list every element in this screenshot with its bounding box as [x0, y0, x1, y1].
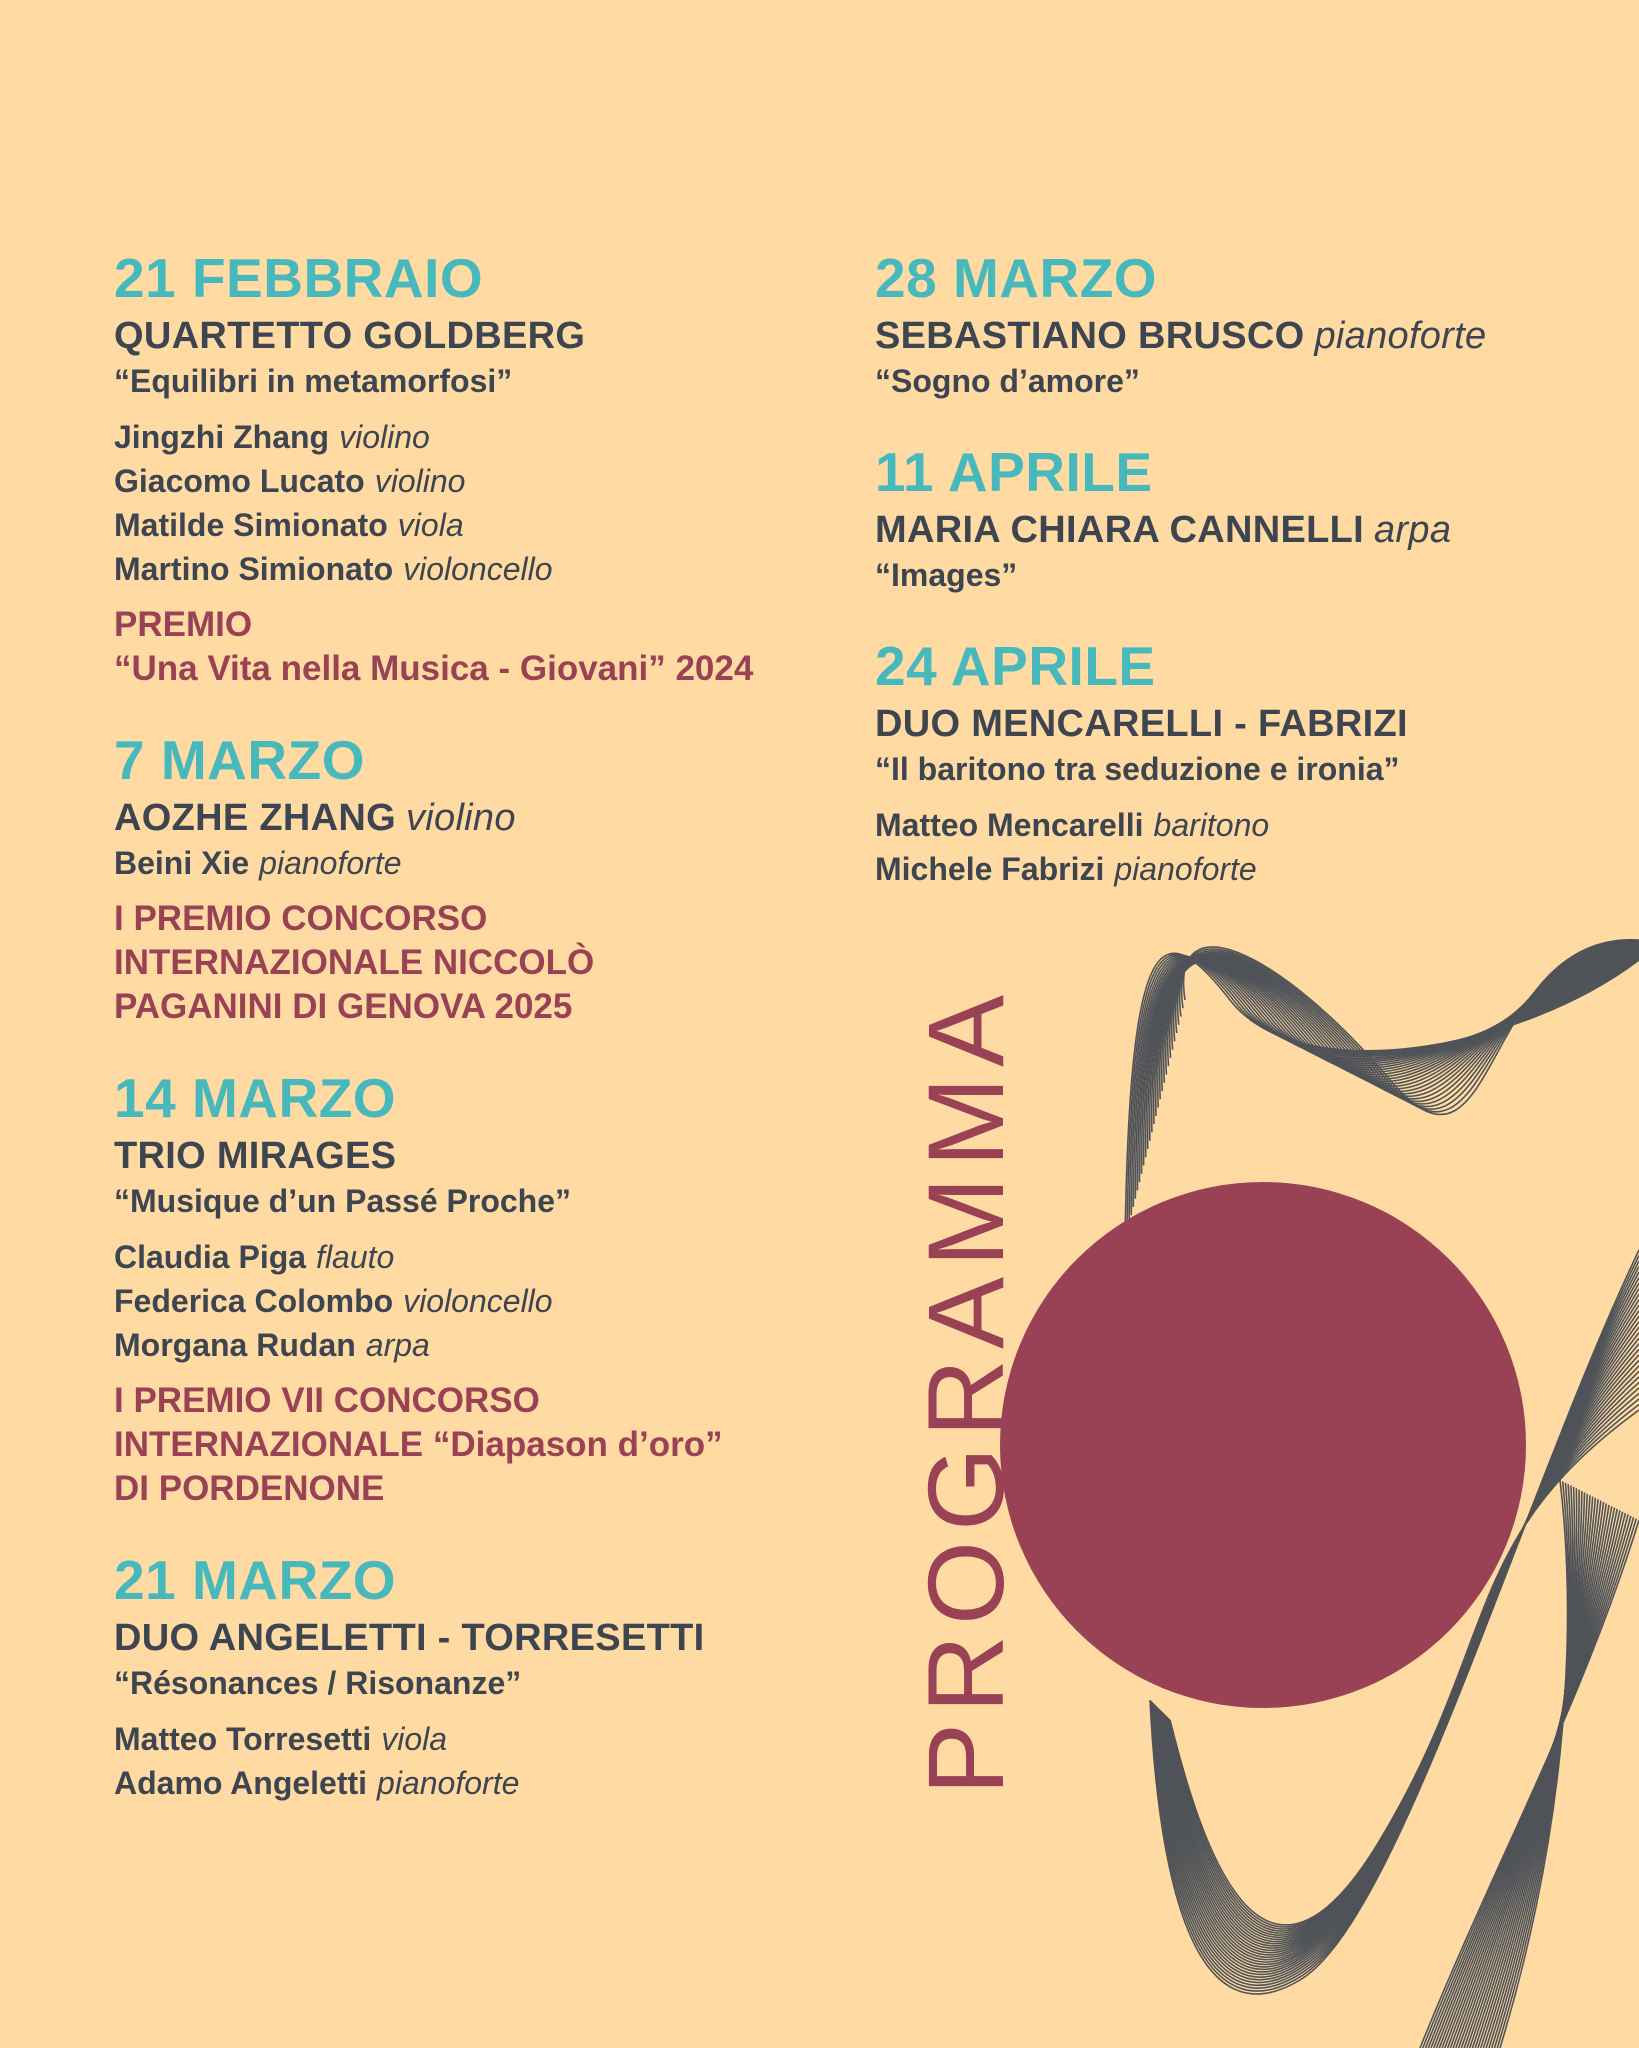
performer-name: Michele Fabrizi	[875, 851, 1105, 887]
performer	[114, 459, 834, 503]
performer-instrument: viola	[397, 507, 464, 543]
performer-name: Giacomo Lucato	[114, 463, 365, 499]
performer	[114, 547, 834, 591]
event-block	[114, 245, 834, 691]
event-date: 7 MARZO	[114, 729, 365, 791]
event-block	[875, 245, 1615, 403]
prize-line: I PREMIO CONCORSO	[114, 899, 488, 938]
performer-instrument: viola	[381, 1721, 448, 1757]
performer-instrument: flauto	[316, 1239, 395, 1275]
performer-instrument: pianoforte	[259, 845, 402, 881]
performer-instrument: violino	[339, 419, 430, 455]
prize-line: INTERNAZIONALE “Diapason d’oro”	[114, 1425, 723, 1464]
event-prize	[114, 897, 834, 1029]
event-block	[875, 439, 1615, 597]
event-date: 21 MARZO	[114, 1549, 397, 1611]
performer	[114, 1235, 834, 1279]
performer-name: Matteo Mencarelli	[875, 807, 1144, 843]
performer-name: Jingzhi Zhang	[114, 419, 330, 455]
performer	[114, 1761, 834, 1805]
performer-list	[114, 1717, 834, 1805]
event-ensemble	[114, 313, 834, 359]
performer-list	[114, 1235, 834, 1367]
event-block	[114, 1547, 834, 1805]
event-date: 24 APRILE	[875, 635, 1156, 697]
performer-name: Morgana Rudan	[114, 1327, 356, 1363]
performer-instrument: violoncello	[403, 1283, 553, 1319]
event-title: “Equilibri in metamorfosi”	[114, 363, 513, 399]
performer-name: Adamo Angeletti	[114, 1765, 368, 1801]
event-title: “Il baritono tra seduzione e ironia”	[875, 751, 1400, 787]
event-date: 14 MARZO	[114, 1067, 397, 1129]
event-ensemble	[114, 795, 834, 841]
event-block	[875, 633, 1615, 891]
ensemble-name: QUARTETTO GOLDBERG	[114, 315, 586, 357]
event-ensemble	[114, 1615, 834, 1661]
ensemble-name: DUO MENCARELLI - FABRIZI	[875, 703, 1408, 745]
performer-instrument: violoncello	[403, 551, 553, 587]
performer	[114, 1279, 834, 1323]
event-prize	[114, 1379, 834, 1511]
prize-line: DI PORDENONE	[114, 1469, 385, 1508]
event-title: “Sogno d’amore”	[875, 363, 1140, 399]
ensemble-role: violino	[405, 797, 516, 839]
performer-name: Federica Colombo	[114, 1283, 394, 1319]
performer-instrument: arpa	[365, 1327, 430, 1363]
performer	[114, 1717, 834, 1761]
event-block	[114, 1065, 834, 1511]
ensemble-name: SEBASTIANO BRUSCO	[875, 315, 1305, 357]
performer-list	[875, 803, 1615, 891]
performer	[114, 841, 834, 885]
event-block	[114, 727, 834, 1029]
event-prize	[114, 603, 834, 691]
event-date: 21 FEBBRAIO	[114, 247, 484, 309]
event-ensemble	[875, 701, 1615, 747]
program-column-right	[875, 245, 1615, 927]
event-ensemble	[875, 313, 1615, 359]
event-date: 28 MARZO	[875, 247, 1158, 309]
performer-name: Matilde Simionato	[114, 507, 388, 543]
performer-list	[114, 841, 834, 885]
ensemble-name: AOZHE ZHANG	[114, 797, 396, 839]
performer	[114, 415, 834, 459]
ensemble-name: MARIA CHIARA CANNELLI	[875, 509, 1364, 551]
maroon-circle	[1000, 1182, 1526, 1708]
performer	[875, 803, 1615, 847]
performer-instrument: violino	[374, 463, 466, 499]
prize-line: PREMIO	[114, 605, 253, 644]
ensemble-name: TRIO MIRAGES	[114, 1135, 397, 1177]
ensemble-name: DUO ANGELETTI - TORRESETTI	[114, 1617, 705, 1659]
performer-instrument: pianoforte	[377, 1765, 520, 1801]
ensemble-role: arpa	[1374, 509, 1452, 551]
performer-name: Claudia Piga	[114, 1239, 307, 1275]
performer-name: Martino Simionato	[114, 551, 394, 587]
performer-name: Beini Xie	[114, 845, 250, 881]
ensemble-role: pianoforte	[1314, 315, 1487, 357]
prize-line: PAGANINI DI GENOVA 2025	[114, 987, 573, 1026]
prize-line: I PREMIO VII CONCORSO	[114, 1381, 540, 1420]
event-ensemble	[875, 507, 1615, 553]
program-column-left	[114, 245, 834, 1841]
event-title: “Résonances / Risonanze”	[114, 1665, 522, 1701]
prize-line: INTERNAZIONALE NICCOLÒ	[114, 943, 595, 982]
event-ensemble	[114, 1133, 834, 1179]
performer-name: Matteo Torresetti	[114, 1721, 372, 1757]
event-title: “Musique d’un Passé Proche”	[114, 1183, 571, 1219]
performer	[114, 1323, 834, 1367]
performer-instrument: baritono	[1153, 807, 1270, 843]
programma-vertical-title: PROGRAMMA	[905, 984, 1026, 1796]
performer	[114, 503, 834, 547]
performer-instrument: pianoforte	[1114, 851, 1257, 887]
event-title: “Images”	[875, 557, 1018, 593]
prize-line: “Una Vita nella Musica - Giovani” 2024	[114, 649, 754, 688]
performer	[875, 847, 1615, 891]
performer-list	[114, 415, 834, 591]
event-date: 11 APRILE	[875, 441, 1153, 503]
